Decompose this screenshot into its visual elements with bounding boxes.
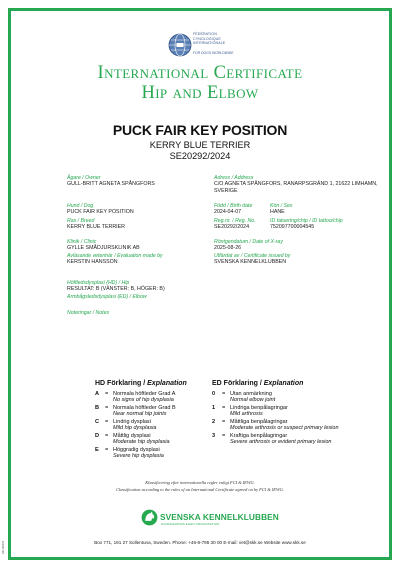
hd-en-text: Moderate hip dysplasia xyxy=(113,438,170,445)
reg-no-value: SE20292/2024 xyxy=(214,224,250,230)
vet-field xyxy=(67,253,163,266)
issued-by-label: Utfärdat av / Certificate issued by xyxy=(214,253,291,259)
ed-sv-text: Lindriga benpålagringar xyxy=(230,404,288,411)
hd-explanation-heading-en: Explanation xyxy=(147,380,187,387)
reg-no-label: Reg.nr. / Reg. No. xyxy=(214,218,256,224)
footer-contact: Box 771, 191 27 Sollentuna, Sweden. Phone: +46-8-795 30 00 E-mail: vet@skk.se Website www.skk.se xyxy=(94,540,306,545)
hd-item-c xyxy=(95,419,205,431)
hip-label: Höftledsdysplasi (HD) / Hip xyxy=(67,280,130,286)
elbow-field xyxy=(67,294,147,300)
ed-code: 1 xyxy=(212,404,216,411)
ed-item-2 xyxy=(212,419,342,431)
fci-line-1: FÉDÉRATION xyxy=(193,32,217,36)
hd-item-e xyxy=(95,447,205,459)
dog-label: Hund / Dog xyxy=(67,203,94,209)
breed-field xyxy=(67,218,125,231)
fci-logo-text xyxy=(193,32,283,46)
hd-code: C xyxy=(95,418,100,425)
classification-note-en: Classification according to the rules of an International Certificate agreed on by FCI & IEWG. xyxy=(116,487,284,492)
hd-sv-text: Normala höftleder Grad B xyxy=(113,404,176,411)
clinic-field xyxy=(67,239,140,252)
dog-reg-heading: SE20292/2024 xyxy=(169,151,231,161)
ed-explanation-heading-sv: ED Förklaring / xyxy=(212,380,262,387)
ed-code: 3 xyxy=(212,432,216,439)
issued-by-value: SVENSKA KENNELKLUBBEN xyxy=(214,259,287,265)
ed-en-text: Mild arthrosis xyxy=(230,411,263,418)
hd-sv-text: Måttlig dysplasi xyxy=(113,432,151,439)
hd-sv-text: Lindrig dysplasi xyxy=(113,418,151,425)
equals-sign: = xyxy=(222,432,226,439)
equals-sign: = xyxy=(222,418,226,425)
owner-label: Ägare / Owner xyxy=(67,175,101,181)
skk-tagline: HUNDÄGARNAS EGEN ORGANISATION xyxy=(161,522,220,526)
ed-code: 2 xyxy=(212,418,216,425)
sex-label: Kön / Sex xyxy=(270,203,293,209)
equals-sign: = xyxy=(222,391,226,397)
breed-label: Ras / Breed xyxy=(67,218,95,224)
clinic-label: Klinik / Clinic xyxy=(67,239,97,245)
hd-en-text: Severe hip dysplasia xyxy=(113,452,164,459)
id-chip-label: ID tatuering/chip / ID tattoo/chip xyxy=(270,218,343,224)
notes-label: Noteringar / Notes xyxy=(67,310,110,316)
elbow-label: Armbågsledsdysplasi (ED) / Elbow xyxy=(67,294,147,300)
hd-explanation-heading-sv: HD Förklaring / xyxy=(95,380,146,387)
hd-code: A xyxy=(95,391,100,397)
ed-item-0 xyxy=(212,391,342,403)
equals-sign: = xyxy=(105,404,109,411)
ed-code: 0 xyxy=(212,391,216,397)
hip-result-value: RESULTAT: B (VÄNSTER: B, HÖGER: B) xyxy=(67,286,165,292)
fci-line-3: INTERNATIONALE xyxy=(193,41,226,46)
address-value: C/O AGNETA SPÅNGFORS, RANARPSGRÄND 1, 21622 LIMHAMN, SVERIGE xyxy=(214,181,378,195)
ed-sv-text: Måttliga benpålagringar xyxy=(230,418,288,425)
skk-dog-head-logo-icon xyxy=(141,509,158,526)
birth-date-field xyxy=(214,203,252,216)
address-field xyxy=(214,175,384,196)
hip-result-field xyxy=(67,280,165,293)
hd-item-b xyxy=(95,405,205,417)
dog-field xyxy=(67,203,134,216)
hd-explanation-heading xyxy=(95,380,205,387)
vet-label: Avläsande veterinär / Evaluation made by xyxy=(67,253,163,259)
hd-en-text: Near normal hip joints xyxy=(113,411,167,418)
fci-globe-logo-icon xyxy=(168,33,192,57)
fci-tagline: FOR DOGS WORLDWIDE xyxy=(193,51,234,55)
breed-value: KERRY BLUE TERRIER xyxy=(67,224,125,230)
certificate-title-line-1: International Certificate xyxy=(97,63,303,83)
ed-item-1 xyxy=(212,405,342,417)
fci-line-2: CYNOLOGIQUE xyxy=(193,36,221,41)
equals-sign: = xyxy=(105,418,109,425)
hd-en-text: No signs of hip dysplasia xyxy=(113,397,174,404)
issued-by-field xyxy=(214,253,290,266)
equals-sign: = xyxy=(222,404,226,411)
hd-explanation xyxy=(95,380,205,461)
hd-code: D xyxy=(95,432,100,439)
hd-sv-text: Höggradig dysplasi xyxy=(113,446,160,453)
notes-field xyxy=(67,310,109,316)
skk-name: SVENSKA KENNELKLUBBEN xyxy=(160,512,279,522)
dog-name-heading: PUCK FAIR KEY POSITION xyxy=(112,122,288,138)
id-chip-value: 752097700004545 xyxy=(270,224,315,230)
hd-code: B xyxy=(95,404,100,411)
xray-date-label: Röntgendatum / Date of X-ray xyxy=(214,239,283,245)
sex-field xyxy=(270,203,293,216)
dog-breed-heading: KERRY BLUE TERRIER xyxy=(149,140,251,150)
sex-value: HANE xyxy=(270,209,285,215)
ed-sv-text: Utan anmärkning xyxy=(230,391,272,397)
equals-sign: = xyxy=(105,446,109,453)
hd-item-a xyxy=(95,391,205,403)
classification-note-sv: Klassificering efter internationella regler enligt FCI & IEWG. xyxy=(145,480,255,485)
xray-date-field xyxy=(214,239,283,252)
clinic-value: GYLLE SMÅDJURSKLINIK AB xyxy=(67,245,140,251)
id-chip-field xyxy=(270,218,343,231)
ed-item-3 xyxy=(212,433,342,445)
hd-item-d xyxy=(95,433,205,445)
side-form-code xyxy=(2,526,7,556)
birth-date-value: 2024-04-07 xyxy=(214,209,242,215)
vet-value: KERSTIN HANSSON xyxy=(67,259,118,265)
ed-en-text: Normal elbow joint xyxy=(230,397,276,404)
side-form-code-text: HD 100101 xyxy=(2,540,5,554)
ed-explanation-heading xyxy=(212,380,342,387)
address-label: Adress / Address xyxy=(214,175,254,181)
ed-explanation-heading-en: Explanation xyxy=(263,380,304,387)
ed-explanation xyxy=(212,380,342,447)
hd-sv-text: Normala höftleder Grad A xyxy=(113,391,176,397)
owner-value: GULL-BRITT AGNETA SPÅNGFORS xyxy=(67,181,155,187)
hd-code: E xyxy=(95,446,99,453)
reg-no-field xyxy=(214,218,256,231)
hd-en-text: Mild hip dysplasia xyxy=(113,425,157,432)
dog-value: PUCK FAIR KEY POSITION xyxy=(67,209,134,215)
ed-sv-text: Kraftiga benpålagringar xyxy=(230,432,288,439)
equals-sign: = xyxy=(105,391,109,397)
ed-en-text: Moderate arthrosis or suspect primary lesion xyxy=(230,425,339,432)
equals-sign: = xyxy=(105,432,109,439)
xray-date-value: 2025-08-26 xyxy=(214,245,242,251)
ed-en-text: Severe arthrosis or evident primary lesion xyxy=(230,438,332,445)
certificate-title-line-2: Hip and Elbow xyxy=(141,83,259,103)
birth-date-label: Född / Birth date xyxy=(214,203,253,209)
